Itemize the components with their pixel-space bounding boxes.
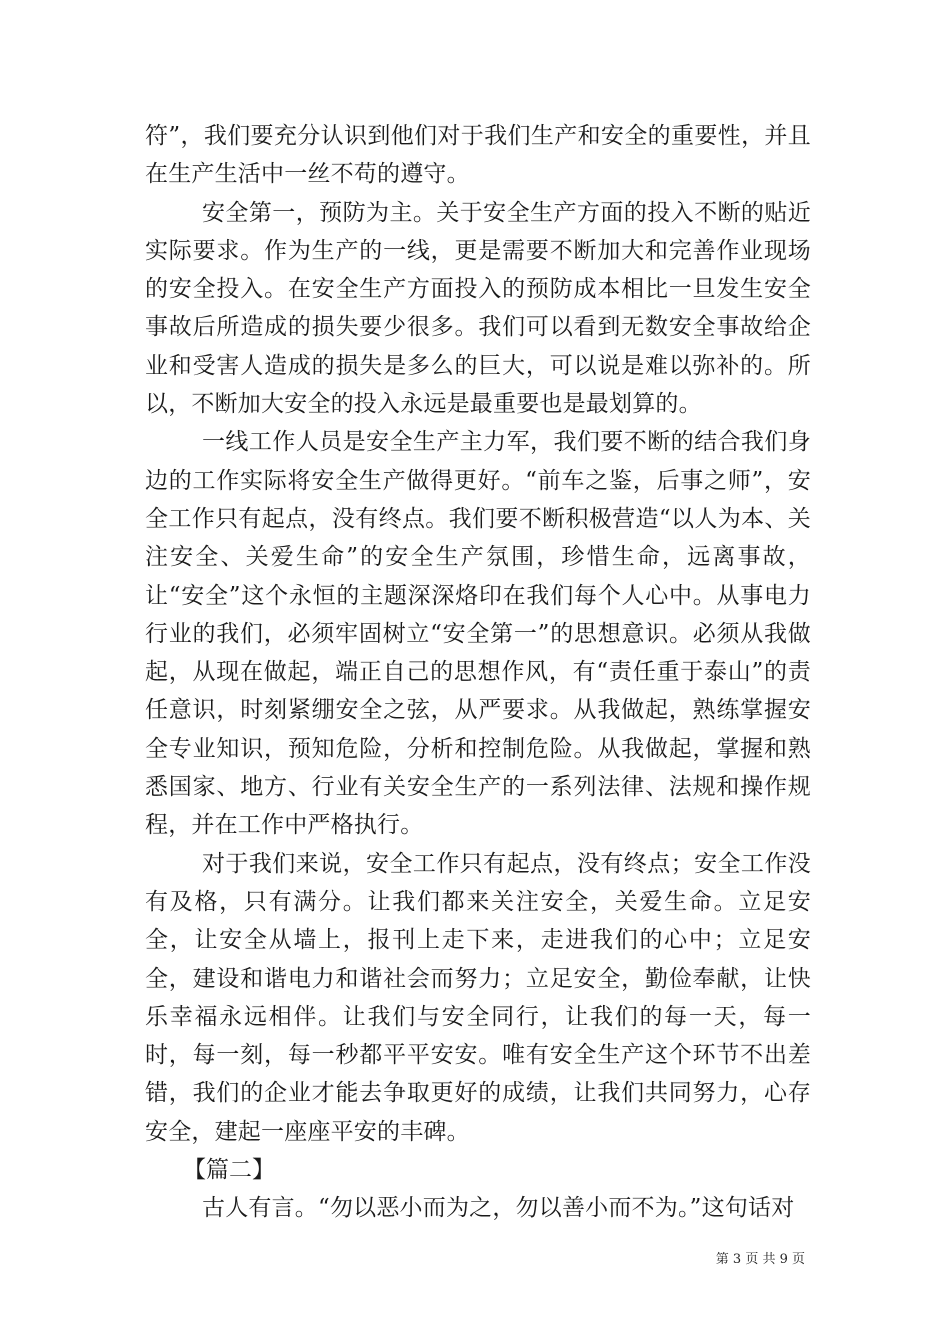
document-body [145,117,811,1228]
section-heading: 【篇二】 [183,1157,275,1184]
paragraph-safety-first: 安全第一，预防为主。关于安全生产方面的投入不断的贴近实际要求。作为生产的一线，更是需要不断加大和完善作业现场的安全投入。在安全生产方面投入的预防成本相比一旦发生安全事故后所造成的损失要少很多。我们可以看到无数安全事故给企业和受害人造成的损失是多么的巨大，可以说是难以弥补的。所以，不断加大安全的投入永远是最重要也是最划算的。 [145,199,811,418]
paragraph-continuation: 符”，我们要充分认识到他们对于我们生产和安全的重要性，并且在生产生活中一丝不苟的遵守。 [145,123,811,188]
paragraph-conclusion: 对于我们来说，安全工作只有起点，没有终点；安全工作没有及格，只有满分。让我们都来关注安全，关爱生命。立足安全，让安全从墙上，报刊上走下来，走进我们的心中；立足安全，建设和谐电力和谐社会而努力；立足安全，勤俭奉献，让快乐幸福永远相伴。让我们与安全同行，让我们的每一天，每一时，每一刻，每一秒都平平安安。唯有安全生产这个环节不出差错，我们的企业才能去争取更好的成绩，让我们共同努力，心存安全，建起一座座平安的丰碑。 [145,850,811,1145]
page-number-footer: 第 3 页 共 9 页 [715,1252,805,1267]
paragraph-section-two-start: 古人有言。“勿以恶小而为之，勿以善小而不为。”这句话对 [202,1195,795,1222]
paragraph-frontline-workers: 一线工作人员是安全生产主力军，我们要不断的结合我们身边的工作实际将安全生产做得更好。“前车之鉴，后事之师”，安全工作只有起点，没有终点。我们要不断积极营造“以人为本、关注安全、关爱生命”的安全生产氛围，珍惜生命，远离事故，让“安全”这个永恒的主题深深烙印在我们每个人心中。从事电力行业的我们，必须牢固树立“安全第一”的思想意识。必须从我做起，从现在做起，端正自己的思想作风，有“责任重于泰山”的责任意识，时刻紧绷安全之弦，从严要求。从我做起，熟练掌握安全专业知识，预知危险，分析和控制危险。从我做起，掌握和熟悉国家、地方、行业有关安全生产的一系列法律、法规和操作规程，并在工作中严格执行。 [145,429,811,839]
